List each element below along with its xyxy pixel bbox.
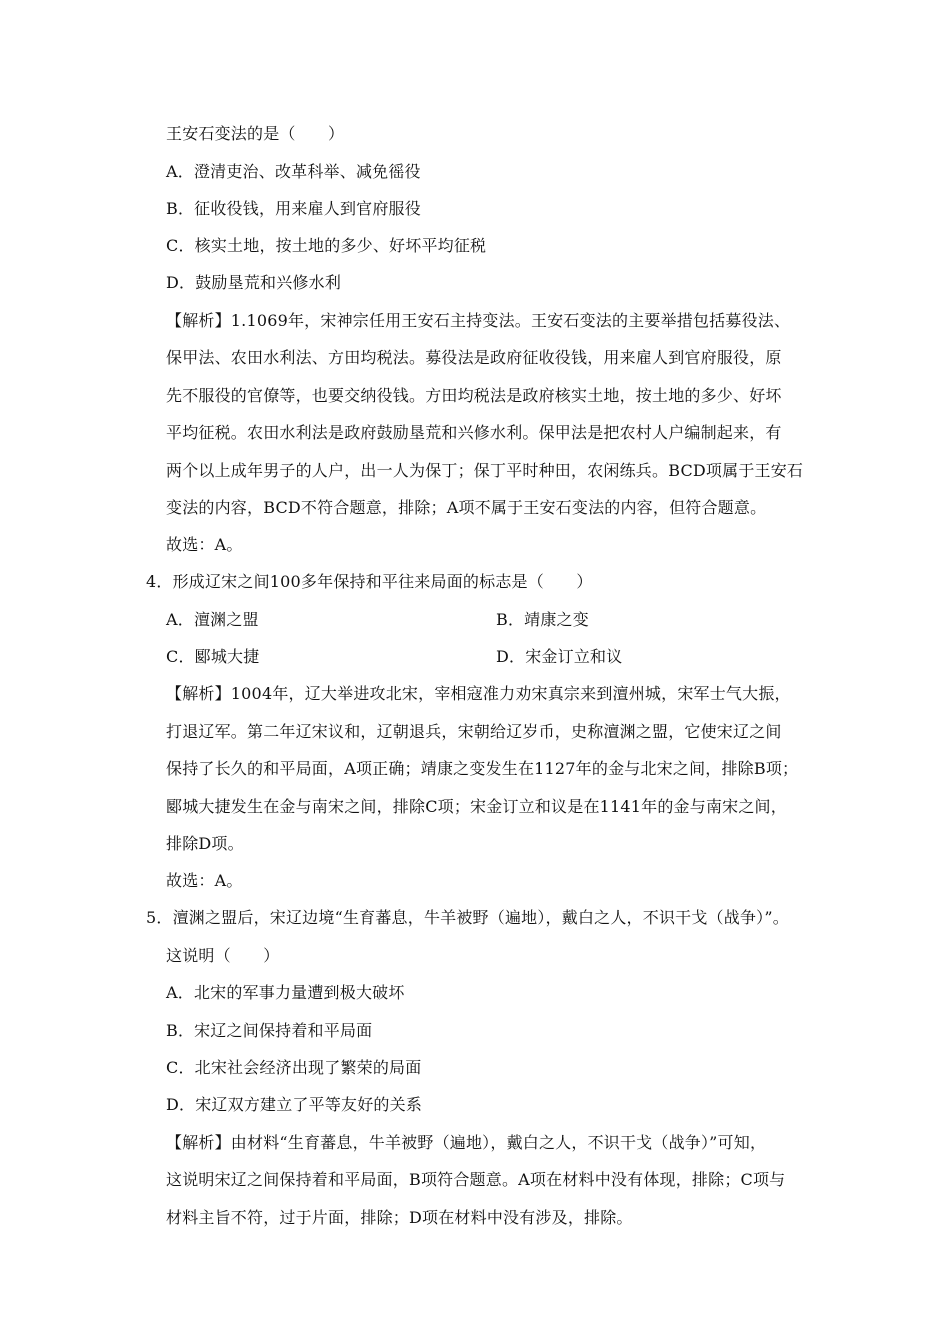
q4-option-d: D．宋金订立和议: [496, 647, 623, 666]
q4-analysis-line: 郾城大捷发生在金与南宋之间，排除C项；宋金订立和议是在1141年的金与南宋之间，: [166, 797, 787, 816]
q4-answer: 故选：A。: [166, 871, 243, 890]
q3-analysis-line: 平均征税。农田水利法是政府鼓励垦荒和兴修水利。保甲法是把农村人户编制起来，有: [166, 423, 782, 442]
q5-analysis-line: 材料主旨不符，过于片面，排除；D项在材料中没有涉及，排除。: [166, 1208, 633, 1227]
q4-analysis-line: 排除D项。: [166, 834, 244, 853]
q3-option-b: B．征收役钱，用来雇人到官府服役: [166, 199, 421, 218]
q5-option-d: D．宋辽双方建立了平等友好的关系: [166, 1095, 423, 1114]
q5-stem-line: 5．澶渊之盟后，宋辽边境“生育蕃息，牛羊被野（遍地），戴白之人，不识干戈（战争）”。: [146, 908, 789, 927]
q5-analysis-line: 这说明宋辽之间保持着和平局面，B项符合题意。A项在材料中没有体现，排除；C项与: [166, 1170, 786, 1189]
q5-stem-line: 这说明（ ）: [166, 946, 280, 965]
q4-stem: 4．形成辽宋之间100多年保持和平往来局面的标志是（ ）: [146, 572, 593, 591]
q4-analysis-line: 【解析】1004年，辽大举进攻北宋，宰相寇准力劝宋真宗来到澶州城，宋军士气大振，: [166, 684, 791, 703]
q3-analysis-line: 【解析】1.1069年，宋神宗任用王安石主持变法。王安石变法的主要举措包括募役法、: [166, 311, 791, 330]
q5-option-a: A．北宋的军事力量遭到极大破坏: [166, 983, 405, 1002]
q5-option-b: B．宋辽之间保持着和平局面: [166, 1021, 373, 1040]
q3-answer: 故选：A。: [166, 535, 243, 554]
q3-analysis-line: 两个以上成年男子的人户，出一人为保丁；保丁平时种田，农闲练兵。BCD项属于王安石: [166, 461, 804, 480]
q4-option-b: B．靖康之变: [496, 610, 589, 629]
q3-stem-tail: 王安石变法的是（ ）: [166, 124, 345, 143]
q4-analysis-line: 打退辽军。第二年辽宋议和，辽朝退兵，宋朝给辽岁币，史称澶渊之盟，它使宋辽之间: [166, 722, 782, 741]
q4-analysis-line: 保持了长久的和平局面，A项正确；靖康之变发生在1127年的金与北宋之间，排除B项；: [166, 759, 799, 778]
q4-option-a: A．澶渊之盟: [166, 610, 259, 629]
q3-analysis-line: 先不服役的官僚等，也要交纳役钱。方田均税法是政府核实土地，按土地的多少、好坏: [166, 386, 782, 405]
q4-option-c: C．郾城大捷: [166, 647, 260, 666]
q3-option-c: C．核实土地，按土地的多少、好坏平均征税: [166, 236, 487, 255]
q3-option-a: A．澄清吏治、改革科举、减免徭役: [166, 162, 421, 181]
q5-option-c: C．北宋社会经济出现了繁荣的局面: [166, 1058, 422, 1077]
q3-analysis-line: 保甲法、农田水利法、方田均税法。募役法是政府征收役钱，用来雇人到官府服役，原: [166, 348, 782, 367]
q3-option-d: D．鼓励垦荒和兴修水利: [166, 273, 342, 292]
q5-analysis-line: 【解析】由材料“生育蕃息，牛羊被野（遍地），戴白之人，不识干戈（战争）”可知，: [166, 1133, 767, 1152]
q3-analysis-line: 变法的内容，BCD不符合题意，排除；A项不属于王安石变法的内容，但符合题意。: [166, 498, 767, 517]
